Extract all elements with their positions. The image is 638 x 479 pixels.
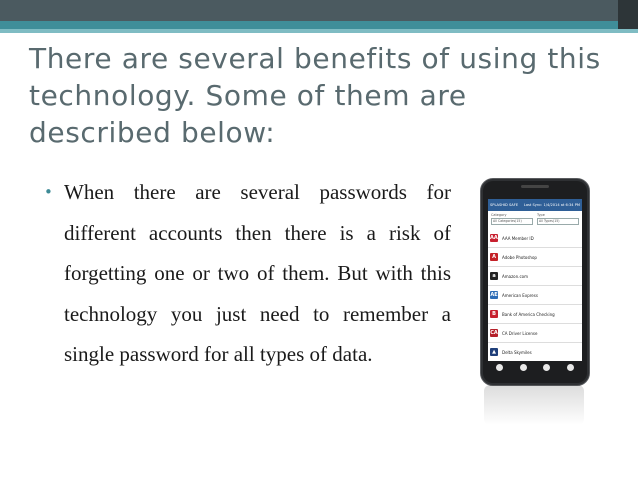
entry-label: Delta Skymiles: [502, 349, 532, 355]
app-header: [488, 199, 582, 211]
nav-search-icon: [567, 364, 574, 371]
nav-recent-icon: [543, 364, 550, 371]
entry-label: AAA Member ID: [502, 235, 534, 241]
category-select: All Categories(15): [491, 218, 533, 225]
phone-navbar: [488, 362, 582, 373]
phone-entry: [488, 248, 582, 267]
bullet-item: [44, 172, 451, 375]
last-sync: Last Sync: 1/4/2014 at 6:34 PM: [523, 203, 580, 207]
entry-logo-icon: B: [490, 310, 498, 318]
entry-logo-icon: AE: [490, 292, 498, 298]
phone-entry: [488, 286, 582, 305]
phone-speaker: [521, 185, 549, 188]
bullet-text: When there are several passwords for different accounts then there is a risk of forgetting one or two of them. But with this technology you just need to remember a single password for all types of data.: [64, 180, 451, 366]
entry-logo-icon: A: [490, 253, 498, 261]
top-band-dark: [0, 0, 638, 21]
entry-label: Adobe Photoshop: [502, 254, 537, 260]
entry-label: CA Driver License: [502, 330, 538, 336]
category-label: Category: [491, 213, 507, 217]
type-label: Type: [537, 213, 545, 217]
app-title: SPLASHID SAFE: [490, 203, 519, 207]
entry-list: [488, 225, 582, 361]
entry-logo-icon: ▲: [490, 348, 498, 356]
phone-entry: [488, 267, 582, 286]
entry-label: Amazon.com: [502, 273, 528, 279]
bullet-icon: •: [44, 183, 53, 201]
entry-logo-icon: AAA: [490, 235, 502, 241]
type-select: All Types(15): [537, 218, 579, 225]
nav-home-icon: [520, 364, 527, 371]
phone-screen: [488, 199, 582, 361]
entry-label: Bank of America Checking: [502, 311, 555, 317]
type-filter: [537, 213, 579, 225]
corner-accent: [618, 0, 638, 29]
phone-image: [480, 178, 590, 386]
category-filter: [491, 213, 533, 225]
bullet-list: [44, 172, 451, 375]
phone-entry: [488, 343, 582, 361]
phone-entry: [488, 229, 582, 248]
phone-entry: [488, 324, 582, 343]
entry-logo-icon: a: [490, 272, 498, 280]
top-band-light: [0, 29, 638, 33]
top-band-teal: [0, 21, 638, 29]
nav-back-icon: [496, 364, 503, 371]
phone-reflection: [484, 385, 584, 425]
phone-entry: [488, 305, 582, 324]
entry-logo-icon: CA: [490, 330, 498, 336]
filter-row: [488, 211, 582, 225]
slide-title: There are several benefits of using this technology. Some of them are described below:: [29, 42, 601, 149]
entry-label: American Express: [502, 292, 538, 298]
